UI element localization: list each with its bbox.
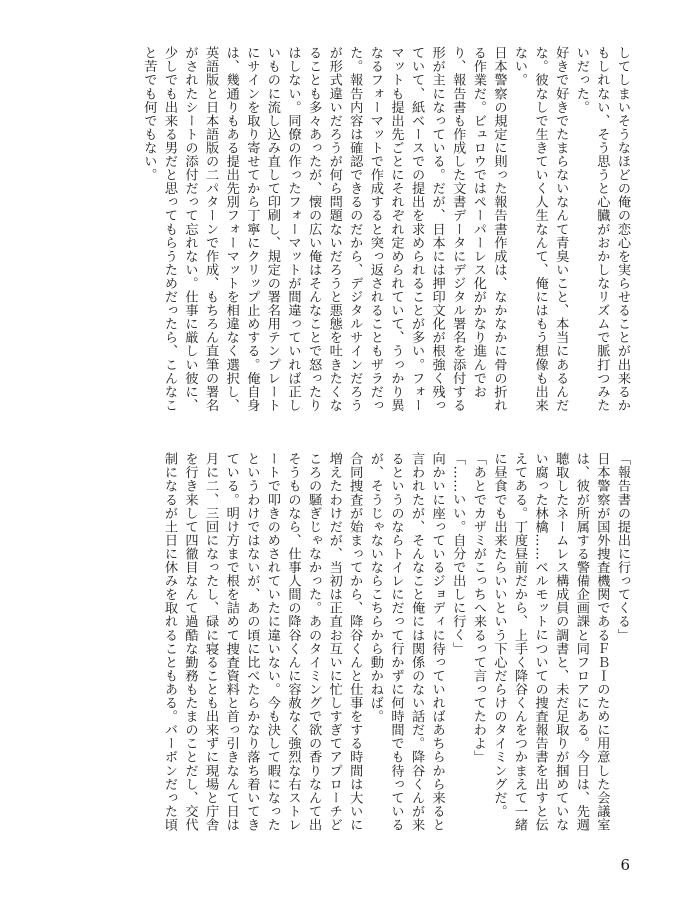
paragraph: 日本警察の規定に則った報告書作成は、なかなかに骨の折れる作業だ。ビュロウではペーパーレス化がかなり進んでおり、報告書も作成した文書データにデジタル署名を添付する形が主になっている。だが、日本には押印文化が根強く残っていて、紙ベースでの提出を求められることが多い。フォーマットも提出先ごとにそれぞれ定められていて、うっかり異なるフォーマットで作成すると突っ返されることもザラだった。報告内容は確認できるのだから、デジタルサインだろうが形式違いだろうが何ら問題ないだろうと悪態を吐きたくなることも多々あったが、懐の広い俺はそんなことで怒ったりはしない。同僚の作ったフォーマットが間違っていれば正しいものに流し込み直して印刷し、規定の署名用テンプレートにサインを取り寄せてから丁寧にクリップ止めする。俺自身は、幾通りもある提出先別フォーマットを相違なく選択し、英語版と日本語版の二パターンで作成、もちろん直筆の署名がされたシートの添付だって忘れない。仕事に厳しい彼に、少しでも出来る男だと思ってもらうためだったら、こんなこと苦でも何でもない。 (141, 46, 507, 412)
paragraph: 「報告書の提出に行ってくる」 (615, 452, 630, 642)
paragraph: 向かいに座っているジョディに待っていればあちらから来ると言われたが、そんなこと俺には関係のない話だ。降谷くんが来るというのならトイレにだって行かずに何時間でも待っているが、そうじゃないならこちらから動かねば。 (367, 452, 445, 832)
page-number: 6 (620, 856, 630, 874)
paragraph: 好きで好きでたまらないなんて青臭いこと、本当にあるんだな。彼なしで生きていく人生なんて、俺にはもう想像も出来ない。 (512, 46, 569, 412)
upper-text-block (110, 46, 632, 424)
paragraph: 「あとでカザミがこっちへ来るって言ってたわよ」 (470, 452, 486, 764)
paragraph: 日本警察が国外捜査機関であるＦＢＩのために用意した会議室は、彼が所属する警備企画課と同フロアにある。今日は、先週聴取したネームレス構成員の調書と、未だ足取りが掴めていない腐った林檎……ベルモットについての捜査報告書を出すと伝えてある。丁度昼前だから、上手く降谷くんをつかまえて一緒に昼食でも出来たらいいという下心だらけのタイミングだ。 (491, 452, 610, 832)
lower-text-block (110, 452, 632, 842)
paragraph: 「……いい。自分で出しに行く」 (450, 452, 466, 656)
paragraph: してしまいそうなほどの俺の恋心を実らせることが出来るかもしれない、そう思うと心臓がおかしなリズムで脈打つみたいだった。 (573, 46, 630, 412)
paragraph: 合同捜査が始まってから、降谷くんと仕事をする時間は大いに増えたわけだが、当初は正直お互いに忙しすぎてアプローチどころの騒ぎじゃなかった。あのタイミングで欲の香りなんて出そうものなら、仕事人間の降谷くんに容赦なく強烈な右ストレートで叩きのめされていたに違いない。今も決して暇になったというわけではないが、あの頃に比べたらかなり落ち着いてきている。明け方まで根を詰めて捜査資料と首っ引きなんて日は月に二、三回になったし、碌に寝ることも出来ずに現場と庁舎を行き来して四徹目なんて過酷な勤務もたまのことだし、交代制になるが土日に休みを取れることもある。バーボンだった頃 (161, 452, 363, 832)
